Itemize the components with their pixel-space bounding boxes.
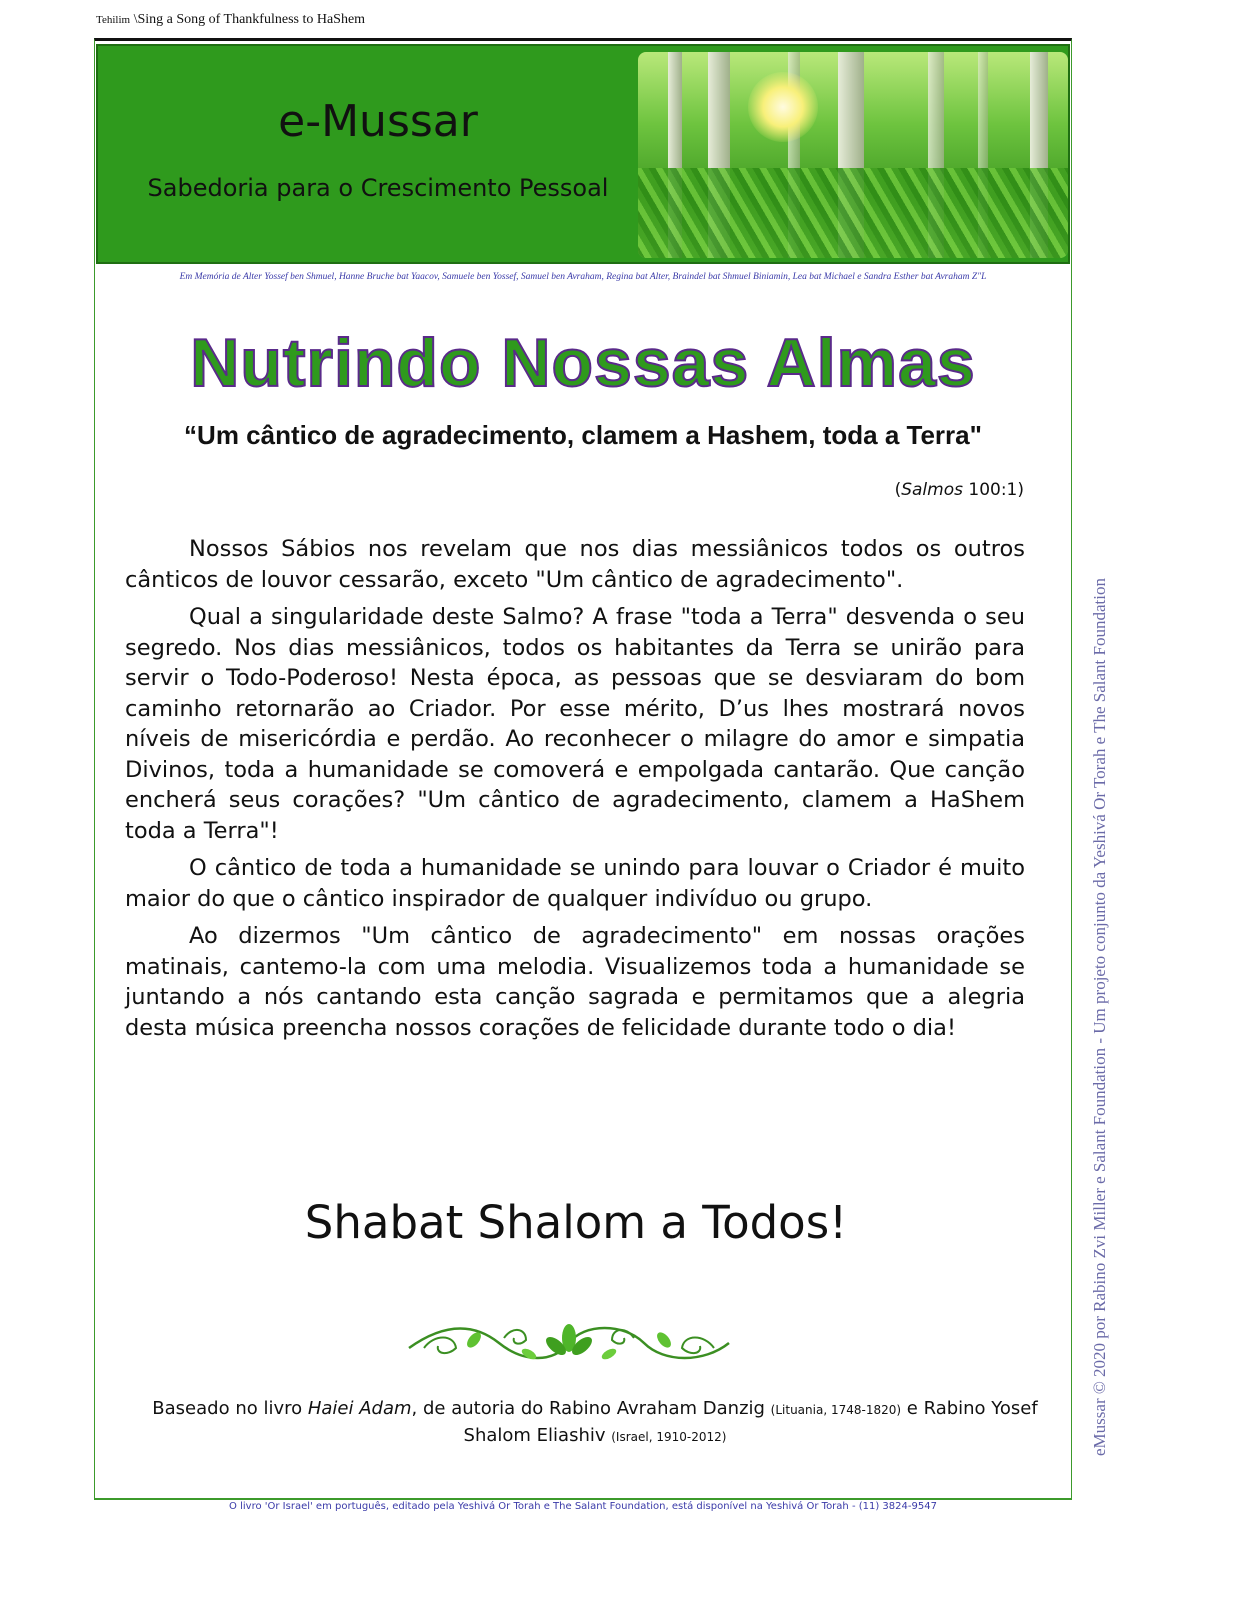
page-title: Nutrindo Nossas Almas <box>190 325 976 401</box>
running-header <box>96 12 365 28</box>
header-title: \Sing a Song of Thankfulness to HaShem <box>133 12 366 27</box>
paragraph: Ao dizermos "Um cântico de agradecimento" em nossas orações matinais, cantemo-la com uma melodia. Visualizemos toda a humanidade se juntando a nós cantando esta canção sagrada e permitamos que a alegria desta música preencha nossos corações de felicidade durante todo o dia! <box>125 923 1025 1041</box>
forest-photo <box>638 52 1068 258</box>
paragraph: Qual a singularidade deste Salmo? A frase "toda a Terra" desvenda o seu segredo. Nos dias messiânicos, todos os habitantes da Terra se unirão para servir o Todo-Poderoso! Nesta época, as pessoas que se desviaram do bom caminho retornarão ao Criador. Por esse mérito, D’us lhes mostrará novos níveis de misericórdia e perdão. Ao reconhecer o milagre do amor e simpatia Divinos, toda a humanidade se comoverá e empolgada cantarão. Que canção encherá seus corações? "Um cântico de agradecimento, clamem a HaShem toda a Terra"! <box>125 604 1025 844</box>
memorial-dedication: Em Memória de Alter Yossef ben Shmuel, Hanne Bruche bat Yaacov, Samuele ben Yossef, Samuel ben Avraham, Regina bat Alter, Braindel bat Shmuel Biniamin, Lea bat Michael e Sandra Esther bat Avraham Z"L <box>179 272 987 282</box>
source-attribution: Baseado no livro Haiei Adam, de autoria do Rabino Avraham Danzig (Lituania, 1748-1820) e Rabino Yosef Shalom Eliashiv (Israel, 1910-2012) <box>152 1398 1038 1446</box>
vine-ornament-icon <box>404 1318 734 1368</box>
eliashiv-dates: (Israel, 1910-2012) <box>611 1430 727 1444</box>
closing-greeting: Shabat Shalom a Todos! <box>304 1196 848 1249</box>
paragraph: Nossos Sábios nos revelam que nos dias messiânicos todos os outros cânticos de louvor cessarão, exceto "Um cântico de agradecimento". <box>125 536 1025 593</box>
paragraph: O cântico de toda a humanidade se unindo para louvar o Criador é muito maior do que o cântico inspirador de qualquer indivíduo ou grupo. <box>125 855 1025 912</box>
reference-book: Salmos <box>901 480 963 500</box>
frame-bottom-rule <box>94 1498 1072 1500</box>
verse-quote: “Um cântico de agradecimento, clamem a Hashem, toda a Terra" <box>184 420 982 450</box>
verse-reference: (Salmos 100:1) <box>894 480 1024 500</box>
danzig-dates: (Lituania, 1748-1820) <box>770 1403 902 1417</box>
fern-foliage <box>638 168 1068 258</box>
article-body <box>125 534 1025 1050</box>
source-book: Haiei Adam <box>307 1398 412 1419</box>
sun-glow <box>748 72 818 142</box>
brand-name: e-Mussar <box>278 96 478 147</box>
footer-note: O livro 'Or Israel' em português, editado pela Yeshivá Or Torah e The Salant Foundation, está disponível na Yeshivá Or Torah - (11) 3824-9547 <box>229 1501 937 1512</box>
side-copyright: eMussar © 2020 por Rabino Zvi Miller e Salant Foundation - Um projeto conjunto da Yeshivá Or Torah e The Salant Foundation <box>1090 578 1109 1456</box>
banner <box>96 44 1070 264</box>
reference-chapter: 100:1) <box>962 480 1024 500</box>
brand-tagline: Sabedoria para o Crescimento Pessoal <box>147 174 609 202</box>
header-section: Tehilim <box>96 14 131 26</box>
